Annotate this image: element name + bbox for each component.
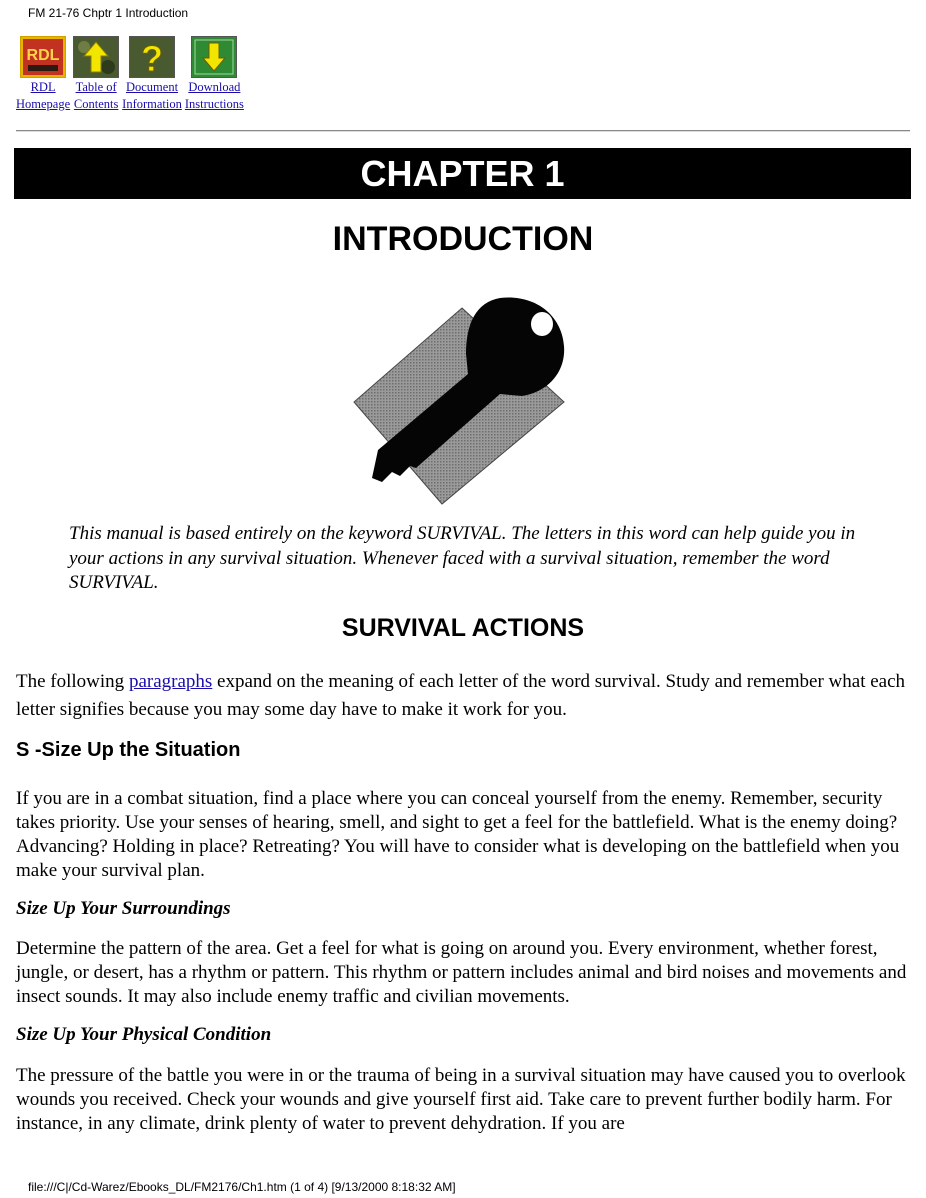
question-mark-icon xyxy=(129,36,175,78)
physical-condition-paragraph: The pressure of the battle you were in or the trauma of being in a survival situation may have caused you to overlook wounds you received. Check your wounds and give yourself first aid. Take care to prevent further bodily harm. For instance, in any climate, drink plenty of water to prevent dehydration. If you are xyxy=(16,1065,906,1134)
size-up-heading: S -Size Up the Situation xyxy=(16,739,241,761)
intro-text-after: expand on the meaning of each letter of the word survival. Study and remember what each letter signifies because you may some day have to make it work for you. xyxy=(16,671,906,720)
nav-label-line2: Homepage xyxy=(16,97,71,111)
page-footer-url: file:///C|/Cd-Warez/Ebooks_DL/FM2176/Ch1.htm (1 of 4) [9/13/2000 8:18:32 AM] xyxy=(28,1180,456,1194)
nav-table-of-contents[interactable] xyxy=(73,36,119,113)
nav-label-line1: Table of xyxy=(75,80,117,94)
abstract-text: This manual is based entirely on the keyword SURVIVAL. The letters in this word can help guide you in your actions in any survival situation. Whenever faced with a survival situation, remember the word SURVIVAL. xyxy=(69,523,856,593)
nav-document-information[interactable] xyxy=(122,36,182,113)
nav-label-line2: Contents xyxy=(73,97,119,111)
size-up-paragraph: If you are in a combat situation, find a place where you can conceal yourself from the enemy. Remember, security takes priority. Use your senses of hearing, smell, and sight to get a feel for the battlefield. What is the enemy doing? Advancing? Holding in place? Retreating? You will have to consider what is developing on the battlefield when you make your survival plan. xyxy=(16,788,900,881)
nav-label-line1: Download xyxy=(188,80,241,94)
horizontal-divider xyxy=(16,130,910,132)
survival-actions-heading: SURVIVAL ACTIONS xyxy=(341,614,585,642)
surroundings-paragraph: Determine the pattern of the area. Get a feel for what is going on around you. Every environment, whether forest, jungle, or desert, has a rhythm or pattern. This rhythm or pattern includes animal and bird noises and movements and insect sounds. It may also include enemy traffic and civilian movements. xyxy=(16,938,907,1007)
key-icon xyxy=(350,290,572,510)
nav-label-line1: Document xyxy=(125,80,179,94)
rdl-logo-icon xyxy=(20,36,66,78)
nav-label-line2: Information xyxy=(122,97,182,111)
nav-rdl-homepage[interactable] xyxy=(16,36,70,113)
page-header-title: FM 21-76 Chptr 1 Introduction xyxy=(28,6,189,20)
paragraphs-link[interactable]: paragraphs xyxy=(128,671,213,692)
nav-label-line1: RDL xyxy=(30,80,56,94)
survival-actions-intro xyxy=(16,668,916,724)
svg-text:?: ? xyxy=(141,38,164,77)
nav-download-instructions[interactable] xyxy=(185,36,244,113)
chapter-banner: CHAPTER 1 xyxy=(14,148,911,199)
nav-label-line2: Instructions xyxy=(184,97,244,111)
surroundings-heading: Size Up Your Surroundings xyxy=(16,898,231,919)
up-arrow-icon xyxy=(73,36,119,78)
physical-condition-heading: Size Up Your Physical Condition xyxy=(16,1024,272,1045)
down-arrow-icon xyxy=(191,36,237,78)
intro-text-before: The following xyxy=(16,671,129,692)
page-title: INTRODUCTION xyxy=(332,220,594,258)
navigation-bar xyxy=(16,36,247,113)
svg-text:RDL: RDL xyxy=(26,47,60,64)
